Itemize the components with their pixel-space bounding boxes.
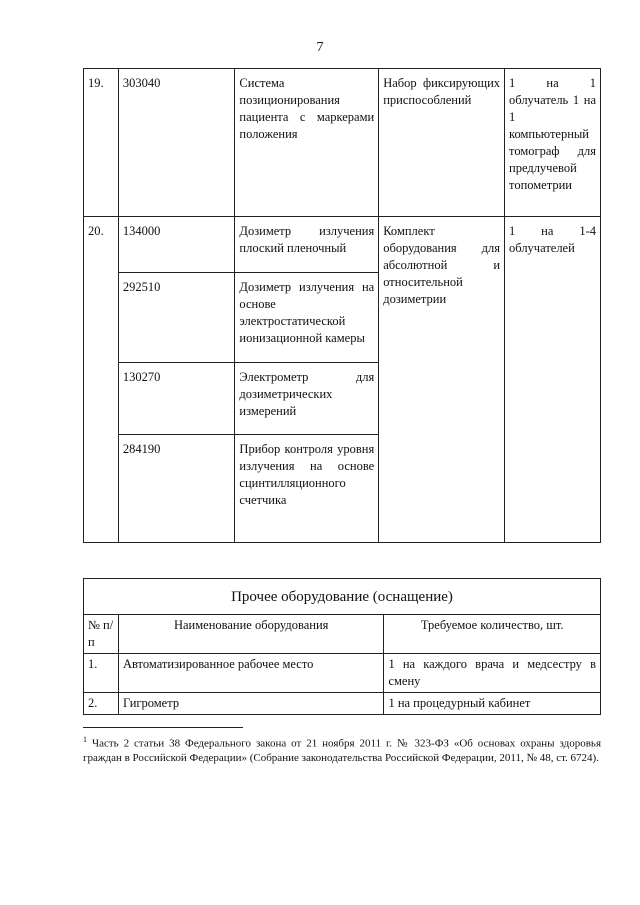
equipment-name: Дозиметр излучения плоский пленочный xyxy=(235,217,379,273)
equipment-code: 134000 xyxy=(118,217,235,273)
page-number: 7 xyxy=(316,40,324,55)
table-row xyxy=(84,69,601,217)
equipment-table xyxy=(83,68,601,543)
equipment-code: 284190 xyxy=(118,435,235,543)
equipment-quantity: 1 на 1 облучатель 1 на 1 компьютерный томограф для предлучевой топометрии xyxy=(505,69,601,217)
footnote xyxy=(83,733,601,766)
equipment-name: Автоматизированное рабочее место xyxy=(118,654,384,693)
equipment-name: Система позиционирования пациента с маркерами положения xyxy=(235,69,379,217)
table-row xyxy=(84,693,601,715)
equipment-code: 130270 xyxy=(118,363,235,435)
table-title-row xyxy=(84,579,601,615)
row-number: 19. xyxy=(84,69,119,217)
table-row xyxy=(84,217,601,273)
footnote-marker: 1 xyxy=(83,735,87,744)
table-title: Прочее оборудование (оснащение) xyxy=(84,579,601,615)
equipment-name: Электрометр для дозиметрических измерений xyxy=(235,363,379,435)
equipment-code: 303040 xyxy=(118,69,235,217)
equipment-quantity: 1 на каждого врача и медсестру в смену xyxy=(384,654,601,693)
equipment-purpose: Набор фиксирующих приспособлений xyxy=(379,69,505,217)
header-name: Наименование оборудования xyxy=(118,615,384,654)
equipment-name: Дозиметр излучения на основе электростатической ионизационной камеры xyxy=(235,273,379,363)
table-header-row xyxy=(84,615,601,654)
equipment-name: Гигрометр xyxy=(118,693,384,715)
header-num: № п/п xyxy=(84,615,119,654)
equipment-purpose: Комплект оборудования для абсолютной и относительной дозиметрии xyxy=(379,217,505,543)
table-row xyxy=(84,654,601,693)
equipment-name: Прибор контроля уровня излучения на основе сцинтилляционного счетчика xyxy=(235,435,379,543)
other-equipment-table xyxy=(83,578,601,715)
footnote-divider xyxy=(83,727,243,728)
row-number: 1. xyxy=(84,654,119,693)
equipment-quantity: 1 на 1-4 облучателей xyxy=(505,217,601,543)
row-number: 2. xyxy=(84,693,119,715)
row-number: 20. xyxy=(84,217,119,543)
equipment-quantity: 1 на процедурный кабинет xyxy=(384,693,601,715)
header-qty: Требуемое количество, шт. xyxy=(384,615,601,654)
footnote-text: Часть 2 статьи 38 Федерального закона от 21 ноября 2011 г. № 323-ФЗ «Об основах охраны здоровья граждан в Российской Федерации» (Собрание законодательства Российской Федерации, 2011, № 48, ст. 6724). xyxy=(83,737,602,765)
equipment-code: 292510 xyxy=(118,273,235,363)
